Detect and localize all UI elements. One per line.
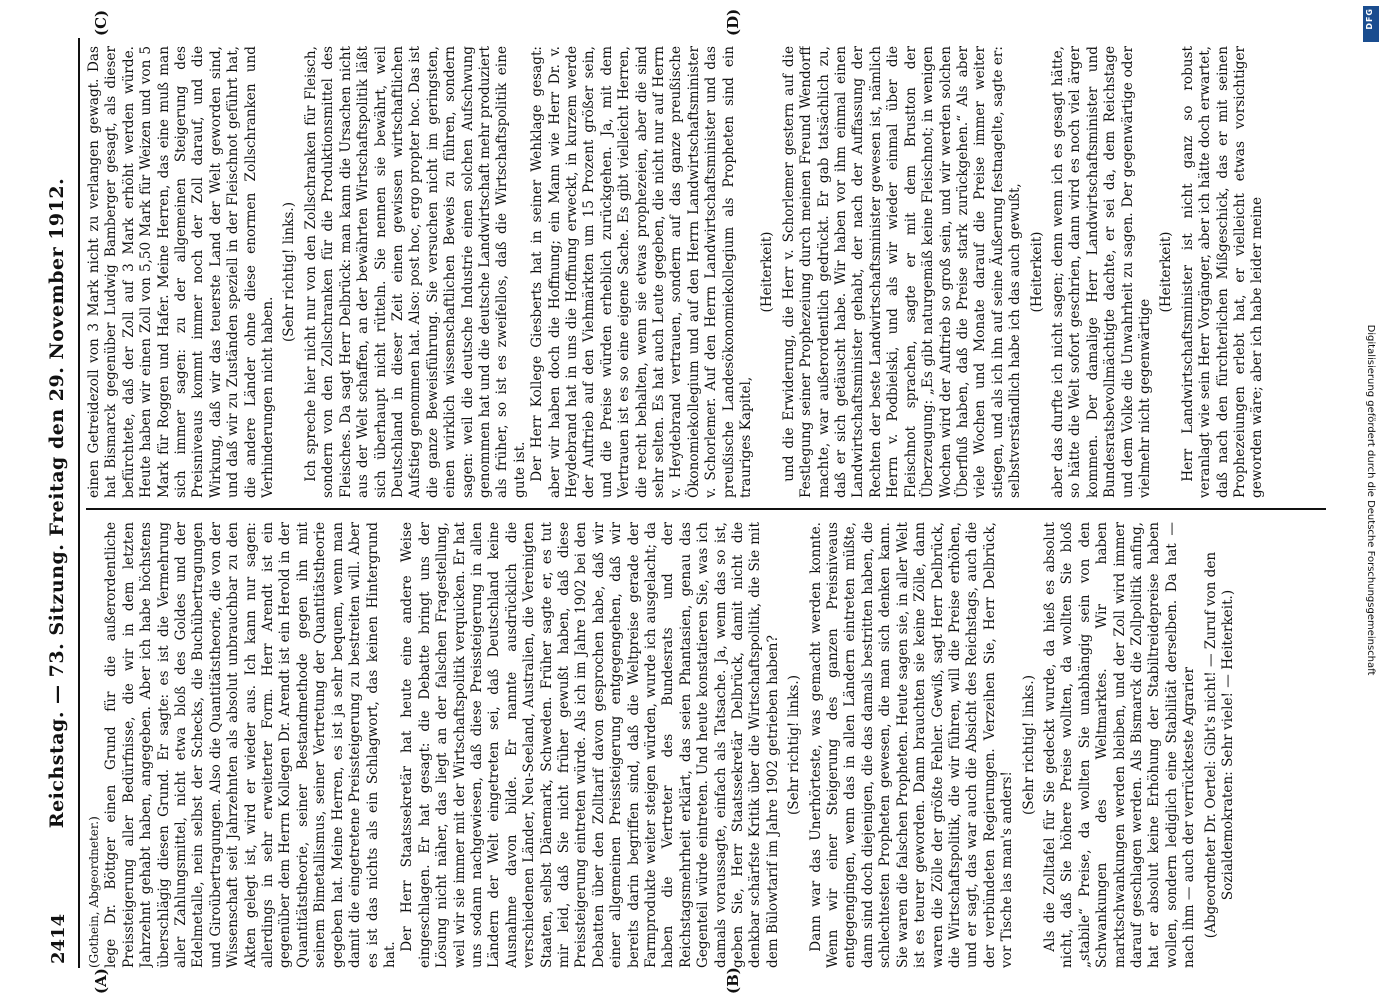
interjection: (Heiterkeit) [1028, 231, 1045, 313]
dfg-logo-text: DFG [1365, 8, 1374, 30]
page-title: Reichstag. — 73. Sitzung. Freitag den 29. November 1912. [46, 177, 68, 829]
column-rule [86, 508, 1326, 510]
left-column [86, 522, 1336, 968]
paragraph: lege Dr. Böttger einen Grund für die außerordentliche Preissteigerung aller Bedürfnisse, die wir in dem letzten Jahrzehnt gehabt haben, angegeben. Aber ich habe höchstens überschlägig diesen Grund. Er sagte: es ist die Vermehrung aller Zahlungsmittel, nicht etwa bloß des Goldes und der Edelmetalle, nein selbst der Schecks, die Buchübertragungen und Giroübertragungen. Also die Quantitätstheorie, die von der Wissenschaft seit Jahrzehnten als absolut unbrauchbar zu den Akten gelegt ist, wird er wieder aus. Ich kann nur sagen: allerdings in sehr erweiterter Form. Herr Arendt ist ein gegenüber dem Herrn Kollegen Dr. Arendt ist ein Herold in der Quantitätstheorie, seiner Bestandmethode gegen ihn mit seinem Bimetallismus, seiner Vertretung der Quantitätstheorie gegeben hat. Meine Herren, es ist ja sehr bequem, wenn man damit die eingetretene Preissteigerung zu bestreiten will. Aber es ist das nichts als ein Schlagwort, das keinen Hintergrund hat. [103, 522, 398, 968]
paragraph: und die Erwiderung, die Herr v. Schorlemer gestern auf die Festlegung seiner Prophezeiung durch meinen Freund Wendorff machte, war außerordentlich gedrückt. Er gab tatsächlich zu, daß er sich getäuscht habe. Wir haben vor ihm einmal einen Landwirtschaftsminister gehabt, der nach der Auffassung der Rechten der beste Landwirtschaftsminister gewesen ist, nämlich Herrn v. Podbielski, und als wir wieder einmal über die Fleischnot sprachen, sagte er mit dem Brustton der Überzeugung: „Es gibt naturgemäß keine Fleischnot; in wenigen Wochen wird der Auftrieb so groß sein, und wir werden solchen Überfluß haben, daß die Preise stark zurückgehen.“ Als aber viele Wochen und Monate darauf die Preise immer weiter stiegen, und als ich ihn auf seine Äußerung festnagelte, sagte er: selbstverständlich habe ich das auch gewußt, [780, 46, 1024, 498]
paragraph: Herr Landwirtschaftsminister ist nicht ganz so robust veranlagt wie sein Herr Vorgänger, aber ich hätte doch erwartet, daß nach den fürchterlichen Mißgeschick, das er mit seinen Prophezeiungen erlebt hat, er vielleicht etwas vorsichtiger geworden wäre; aber ich habe leider meine [1179, 46, 1266, 498]
paragraph: Der Herr Staatssekretär hat heute eine andere Weise eingeschlagen. Er hat gesagt: die Debatte bringt uns der Lösung nicht näher, das liegt an der falschen Fragestellung, weil wir sie immer mit der Wirtschaftspolitik verquicken. Er hat uns sodann nachgewiesen, daß diese Preissteigerung in allen Ländern der Welt eingetreten sei, daß Deutschland keine Ausnahme davon bilde. Er nannte ausdrücklich die verschiedenen Länder, Neu-Seeland, Australien, die Vereinigten Staaten, selbst Dänemark, Schweden. Früher sagte er, es tut mir leid, daß Sie nicht früher gewußt haben, daß diese Preissteigerung eintreten würde. Als ich im Jahre 1902 bei den Debatten über den Zolltarif davon gesprochen habe, daß wir einer allgemeinen Preissteigerung entgegengehen, daß wir bereits darin begriffen sind, daß die Weltpreise gerade der Farmprodukte weiter steigen würden, wurde ich ausgelacht; da haben die Vertreter des Bundesrats und der Reichstagsmehrheit erklärt, das seien Phantasien, genau das Gegenteil würde eintreten. Und heute konstatieren Sie, was ich damals voraussagte, einfach als Tatsache. Ja, wenn das so ist, geben Sie, Herr Staatssekretär Delbrück, damit nicht die denkbar schärfste Kritik über die Wirtschaftspolitik, die Sie mit dem Bülowtarif im Jahre 1902 getrieben haben? [399, 522, 781, 968]
digitization-note-text: Digitalisierung gefördert durch die Deutsche Forschungsgemeinschaft [1365, 324, 1376, 676]
interjection: (Heiterkeit) [1158, 231, 1175, 313]
page-header [42, 38, 82, 968]
interjection: (Heiterkeit) [759, 231, 776, 313]
right-column [86, 46, 1336, 498]
paragraph: Der Herr Kollege Giesberts hat in seiner Wehklage gesagt: aber wir haben doch die Hoffnung; ein Mann wie Herr Dr. v. Heydebrand hat in uns die Hoffnung erweckt, in kurzem werde der Auftrieb auf den Viehmärkten um 15 Prozent größer sein, und die Preise würden erheblich zurückgehen. Ja, mit dem Vertrauen ist es so eine eigene Sache. Es gibt vielleicht Herren, die recht behalten, wenn sie etwas prophezeien, aber die sind sehr selten. Es hat auch Leute gegeben, die nicht nur auf Herrn v. Heydebrand vertrauen, sondern auf das ganze preußische Ökonomiekollegium und auf den Herrn Landwirtschaftsminister v. Schorlemer. Auf den Herrn Landwirtschaftsminister und das preußische Landesökonomiekollegium als Propheten sind ein trauriges Kapitel, [529, 46, 755, 498]
paragraph: Dann war das Unerhörteste, was gemacht werden konnte. Wenn wir einer Steigerung des ganzen Preisniveaus entgegengingen, wenn das in allen Ländern eintreten müßte, dann sind doch diejenigen, die das damals bestritten haben, die schlechtesten Propheten gewesen, die man sich denken kann. Sie waren die falschen Propheten. Heute sagen sie, in aller Welt ist es teurer geworden. Dann brauchten sie keine Zölle, dann waren die Zölle der größte Fehler. Gewiß, sagt Herr Delbrück, die Wirtschaftspolitik, die wir führen, will die Preise erhöhen, und er sagt, das war auch die Absicht des Reichstags, auch die der verbündeten Regierungen. Verzeihen Sie, Herr Delbrück, vor Tische las man's anders! [807, 522, 1016, 968]
interjection: (Sehr richtig! links.) [786, 674, 803, 816]
speaker-note: (Gothein, Abgeordneter.) [87, 816, 101, 968]
margin-marker-b: (B) [724, 967, 742, 994]
rotated-page [40, 8, 1340, 994]
interjection: (Sehr richtig! links.) [281, 201, 298, 343]
header-rule [78, 38, 80, 968]
page-number: 2414 [48, 913, 69, 964]
digitization-note [1363, 20, 1377, 980]
interjection: (Sehr richtig! links.) [1020, 674, 1037, 816]
margin-marker-a: (A) [92, 968, 110, 994]
margin-marker-d: (D) [724, 8, 742, 36]
paragraph: Ich spreche hier nicht nur von den Zollschranken für Fleisch, sondern von den Zollschranken für die Produktionsmittel des Fleisches. Da sagt Herr Delbrück: man kann die Ursachen nicht aus der Welt schaffen, an der bewährten Wirtschaftspolitik läßt sich überhaupt nicht rütteln. Sie nennen sie bewährt, weil Deutschland in dieser Zeit einen gewissen wirtschaftlichen Aufstieg genommen hat. Also: post hoc, ergo propter hoc. Das ist die ganze Beweisführung. Sie versuchen nicht im geringsten, einen wirklich wissenschaftlichen Beweis zu führen, sondern sagen: weil die deutsche Industrie einen solchen Aufschwung genommen hat und die deutsche Landwirtschaft mehr produziert als früher, so ist es zweifellos, daß die Wirtschaftspolitik eine gute ist. [302, 46, 528, 498]
margin-marker-c: (C) [92, 9, 110, 36]
paragraph: Als die Zolltafel für Sie gedeckt wurde, da hieß es absolut nicht, daß Sie höhere Preise wollten, da wollten Sie bloß „stabile“ Preise, da wollten Sie unabhängig sein von den Schwankungen des Weltmarktes. Wir haben marktschwankungen werden bleiben, und der Zoll wird immer darauf geschlagen werden. Als Bismarck die Zollpolitik anfing, hat er absolut keine Erhöhung der Stabiltreidepreise haben wollen, sondern lediglich eine Stabilität derselben. Da hat — nach ihm — auch der verrückteste Agrarier [1041, 522, 1198, 968]
paragraph: aber das durfte ich nicht sagen; denn wenn ich es gesagt hätte, so hätte die Welt sofort geschrien, dann wird es noch viel ärger kommen. Der damalige Herr Landwirtschaftsminister und Bundesratsbevollmächtigte dachte, er sei da, dem Reichstage und dem Volke die Unwahrheit zu sagen. Der gegenwärtige oder vielmehr nicht gegenwärtige [1049, 46, 1153, 498]
interjection: (Abgeordneter Dr. Oertel: Gibt's nicht! — Zuruf von den Sozialdemokraten: Sehr viele! — Heiterkeit.) [1202, 551, 1236, 939]
paragraph: einen Getreidezoll von 3 Mark nicht zu verlangen gewagt. Das hat Bismarck gegenüber Ludwig Bamberger gesagt, als dieser befürchtete, daß der Zoll auf 3 Mark erhöht werden würde. Heute haben wir einen Zoll von 5,50 Mark für Weizen und von 5 Mark für Roggen und Hafer. Meine Herren, das eine muß man sich immer sagen: zu der allgemeinen Steigerung des Preisniveaus kommt immer noch der Zoll darauf, und die Wirkung, daß wir das teuerste Land der Welt geworden sind, und daß wir zu Zuständen speziell in der Fleischnot geführt hat, die andere Länder ohne diese enormen Zollschranken und Verhinderungen nicht haben. [86, 46, 277, 498]
